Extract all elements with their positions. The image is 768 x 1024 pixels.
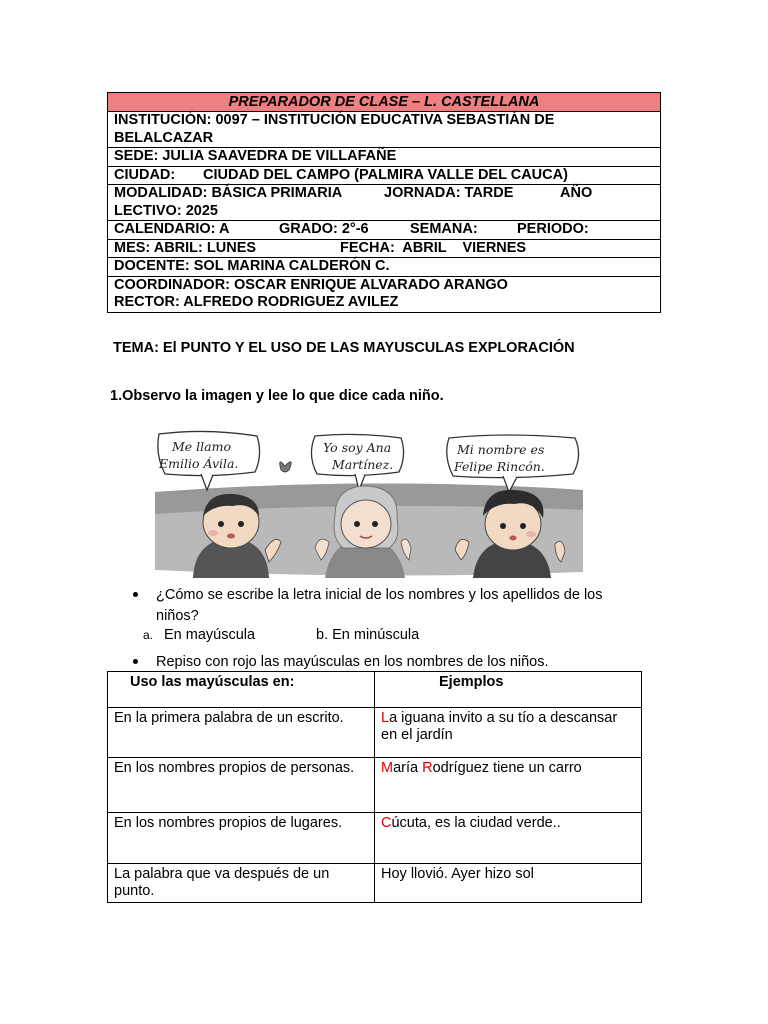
question-text: ¿Cómo se escribe la letra inicial de los nombres y los apellidos de los niños? bbox=[156, 587, 603, 624]
header-coordinador-row bbox=[108, 276, 660, 312]
capitalization-table bbox=[107, 671, 642, 903]
exercise-instruction: 1.Observo la imagen y lee lo que dice cada niño. bbox=[110, 388, 444, 404]
option-b-text: b. En minúscula bbox=[316, 627, 420, 643]
header-jornada: JORNADA: TARDE bbox=[384, 185, 514, 201]
table-cell-uso: En la primera palabra de un escrito. bbox=[114, 710, 344, 726]
table-cell-ejemplo bbox=[375, 813, 641, 834]
header-lectivo: LECTIVO: 2025 bbox=[114, 202, 218, 219]
instruction-text: Repiso con rojo las mayúsculas en los nombres de los niños. bbox=[156, 654, 549, 670]
header-table bbox=[107, 92, 661, 313]
children-illustration bbox=[155, 430, 583, 578]
bullet-dot bbox=[133, 659, 138, 664]
header-calendario-row bbox=[108, 220, 660, 239]
bubble-felipe-line1: Mi nombre es bbox=[457, 442, 545, 457]
header-ano: AÑO bbox=[560, 185, 593, 201]
header-coordinador: COORDINADOR: OSCAR ENRIQUE ALVARADO ARANGO bbox=[114, 276, 508, 293]
header-ciudad-row bbox=[108, 166, 660, 185]
header-mes: MES: ABRIL: LUNES bbox=[114, 239, 257, 256]
table-row bbox=[108, 758, 642, 813]
header-docente: DOCENTE: SOL MARINA CALDERÓN C. bbox=[108, 257, 660, 276]
header-modalidad: MODALIDAD: BÁSICA PRIMARIA bbox=[114, 185, 343, 201]
example-text: odríguez tiene un carro bbox=[432, 760, 582, 776]
butterfly-icon bbox=[280, 462, 292, 472]
bubble-felipe-line2: Felipe Rincón. bbox=[454, 459, 545, 474]
tema-heading: TEMA: El PUNTO Y EL USO DE LAS MAYUSCULAS EXPLORACIÓN bbox=[113, 340, 575, 356]
header-semana: SEMANA: bbox=[410, 221, 478, 237]
example-text: a iguana invito a su tío a descansar en el jardín bbox=[381, 710, 618, 743]
header-institucion: INSTITUCIÓN: 0097 – INSTITUCIÓN EDUCATIVA SEBASTIÁN DE BELALCAZAR bbox=[108, 111, 660, 147]
example-text: Hoy llovió. Ayer hizo sol bbox=[381, 866, 534, 882]
table-cell-uso: La palabra que va después de un punto. bbox=[114, 866, 330, 899]
table-cell-ejemplo bbox=[375, 758, 641, 779]
header-sede: SEDE: JULIA SAAVEDRA DE VILLAFAÑE bbox=[108, 147, 660, 166]
option-a-marker: a. bbox=[143, 628, 154, 642]
header-ciudad-value: CIUDAD DEL CAMPO (PALMIRA VALLE DEL CAUCA) bbox=[203, 166, 568, 183]
header-grado: GRADO: 2°-6 bbox=[279, 221, 369, 237]
table-cell-uso: En los nombres propios de lugares. bbox=[114, 815, 343, 831]
speech-bubble-emilio bbox=[158, 431, 260, 490]
bubble-ana-line1: Yo soy Ana bbox=[323, 440, 392, 455]
table-cell-ejemplo bbox=[375, 708, 641, 746]
table-cell-ejemplo bbox=[375, 864, 641, 885]
table-cell-uso: En los nombres propios de personas. bbox=[114, 760, 355, 776]
bullet-dot bbox=[133, 592, 138, 597]
speech-bubble-felipe bbox=[447, 435, 579, 492]
capital-letter: C bbox=[381, 815, 392, 831]
header-ciudad-label: CIUDAD: bbox=[114, 166, 176, 183]
example-text: úcuta, es la ciudad verde.. bbox=[391, 815, 561, 831]
bubble-ana-line2: Martínez. bbox=[332, 457, 394, 472]
header-title: PREPARADOR DE CLASE – L. CASTELLANA bbox=[108, 93, 660, 111]
capital-letter: L bbox=[381, 710, 390, 726]
header-fecha: FECHA: ABRIL VIERNES bbox=[340, 239, 527, 256]
table-row bbox=[108, 708, 642, 758]
header-mes-row bbox=[108, 239, 660, 258]
header-modalidad-row bbox=[108, 184, 660, 220]
option-a-text: En mayúscula bbox=[164, 627, 256, 643]
header-periodo: PERIODO: bbox=[517, 221, 589, 237]
header-calendario: CALENDARIO: A bbox=[114, 221, 230, 237]
capital-letter: R bbox=[422, 760, 433, 776]
table-row bbox=[108, 864, 642, 903]
table-row bbox=[108, 813, 642, 864]
table-header-row bbox=[108, 672, 642, 708]
table-header-uso: Uso las mayúsculas en: bbox=[130, 674, 295, 690]
header-rector: RECTOR: ALFREDO RODRIGUEZ AVILEZ bbox=[114, 294, 399, 310]
bubble-emilio-line1: Me llamo bbox=[172, 439, 231, 454]
capital-letter: M bbox=[381, 760, 394, 776]
example-text: aría bbox=[393, 760, 423, 776]
speech-bubble-ana bbox=[311, 434, 403, 490]
table-header-ejemplos: Ejemplos bbox=[439, 674, 504, 690]
bubble-emilio-line2: Emilio Ávila. bbox=[159, 456, 239, 471]
